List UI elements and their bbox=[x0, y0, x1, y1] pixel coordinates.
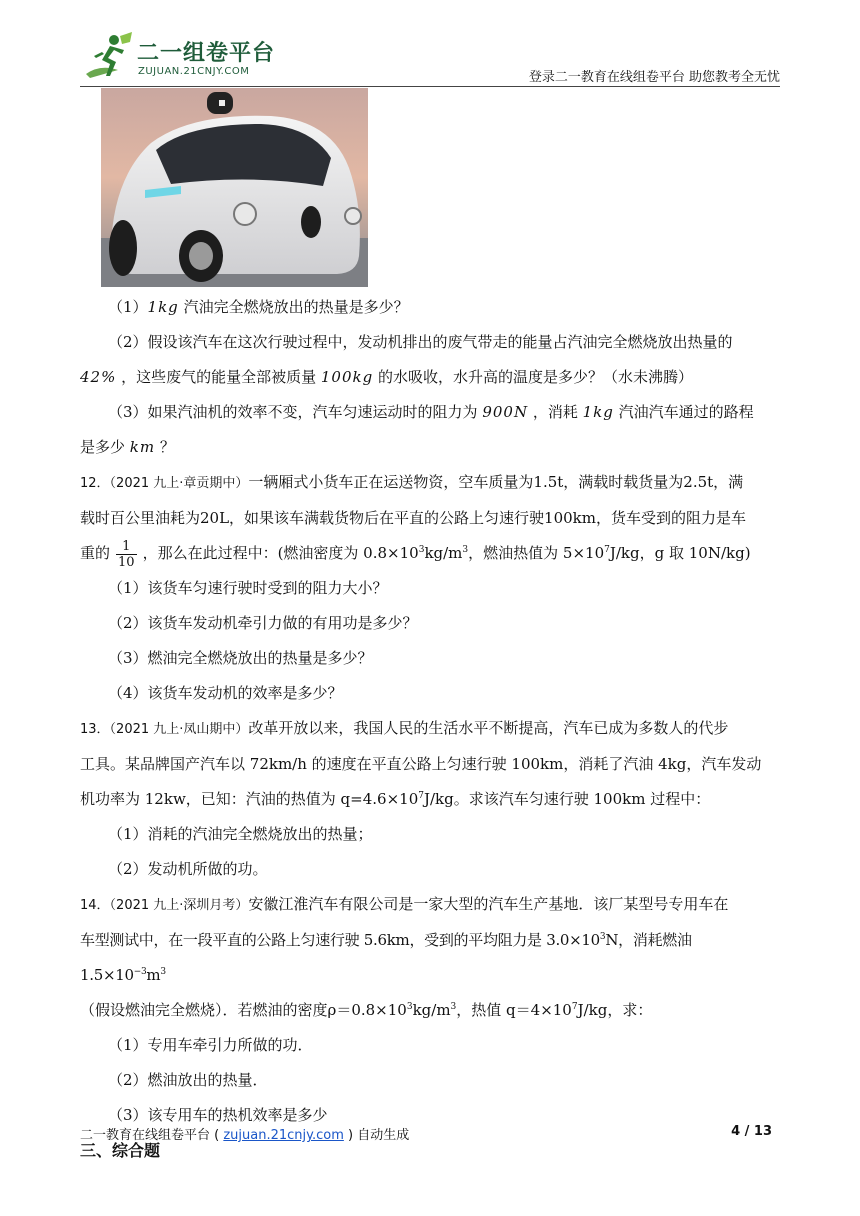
q12-line2: 载时百公里油耗为20L，如果该车满载货物后在平直的公路上匀速行驶100km，货车受到的阻力是车 bbox=[80, 509, 746, 527]
q13-sub-1: （1）消耗的汽油完全燃烧放出的热量； bbox=[108, 825, 373, 843]
q11-sub-2-math1: 42% bbox=[80, 368, 117, 386]
q13-line3 bbox=[80, 782, 780, 817]
q14-line3 bbox=[80, 993, 780, 1028]
q12-text-3-d: J/kg，g 取 10N/kg) bbox=[609, 544, 751, 562]
header-slogan: 登录二一教育在线组卷平台 助您教考全无忧 bbox=[528, 70, 780, 85]
q12-exponent-1: 3 bbox=[418, 545, 425, 555]
q11-sub-1-math: 1kg bbox=[147, 298, 179, 316]
q13-source-tag: （2021 九上·凤山期中） bbox=[109, 722, 249, 737]
q12-sub-2: （2）该货车发动机牵引力做的有用功是多少？ bbox=[108, 614, 418, 632]
q11-sub-3-line2-pre: 是多少 bbox=[80, 438, 130, 456]
logo-text: 二一组卷平台 bbox=[137, 41, 276, 66]
section-title: 三、综合题 bbox=[80, 1141, 161, 1160]
q11-sub-3-line1 bbox=[80, 395, 780, 430]
q14-text-2-pre: 车型测试中，在一段平直的公路上匀速行驶 5.6km，受到的平均阻力是 3.0×10 bbox=[80, 931, 600, 949]
q12-sub-3: （3）燃油完全燃烧放出的热量是多少？ bbox=[108, 649, 373, 667]
q14-text-3-pre: （假设燃油完全燃烧）．若燃油的密度ρ＝0.8×10 bbox=[80, 1001, 407, 1019]
q14-exponent-4: 3 bbox=[406, 1002, 413, 1012]
q11-sub-2-mid: ，这些废气的能量全部被质量 bbox=[116, 368, 321, 386]
q11-sub-3-post: 汽油汽车通过的路程 bbox=[613, 403, 754, 421]
q14-line2 bbox=[80, 923, 780, 993]
q14-text-2-b: m bbox=[146, 966, 161, 984]
q11-sub-3-math3: km bbox=[129, 438, 156, 456]
q14-exponent-5: 3 bbox=[450, 1002, 457, 1012]
q13-text-3-post: J/kg。求该汽车匀速行驶 100km 过程中： bbox=[423, 790, 711, 808]
q13-sub-2: （2）发动机所做的功。 bbox=[108, 860, 268, 878]
q12-text-3-pre: 重的 bbox=[80, 544, 111, 562]
q14-sub-2: （2）燃油放出的热量． bbox=[108, 1071, 268, 1089]
q11-sub-3-line2-post: ？ bbox=[155, 438, 175, 456]
q14-source-tag: （2021 九上·深圳月考） bbox=[109, 898, 249, 913]
footer-link[interactable]: zujuan.21cnjy.com bbox=[223, 1128, 344, 1143]
q11-sub-3-math2: 1kg bbox=[582, 403, 614, 421]
q11-sub-1 bbox=[80, 290, 780, 325]
q13-exponent-1: 7 bbox=[418, 791, 424, 801]
q12-text-3-post: ，那么在此过程中：(燃油密度为 0.8×10 bbox=[142, 544, 419, 562]
q14-sub-3: （3）该专用车的热机效率是多少 bbox=[108, 1106, 328, 1124]
q14-text-3-mid: kg/m bbox=[412, 1001, 451, 1019]
fraction-one-tenth bbox=[116, 539, 137, 570]
q11-sub-3-pre: （3）如果汽油机的效率不变，汽车匀速运动时的阻力为 bbox=[108, 403, 483, 421]
q14-line1 bbox=[80, 887, 780, 923]
footer-text-pre: 二一教育在线组卷平台 ( bbox=[80, 1128, 224, 1143]
self-driving-car-image bbox=[101, 88, 368, 287]
q11-sub-3-math1: 900N bbox=[482, 403, 529, 421]
q14-sub-1: （1）专用车牵引力所做的功． bbox=[108, 1036, 313, 1054]
q13-number: 13． bbox=[80, 722, 110, 737]
q12-text-1: 一辆厢式小货车正在运送物资，空车质量为1.5t，满载时载货量为2.5t，满 bbox=[248, 473, 744, 491]
q13-line1 bbox=[80, 711, 780, 747]
q14-text-1: 安徽江淮汽车有限公司是一家大型的汽车生产基地．该厂某型号专用车在 bbox=[248, 895, 729, 913]
q11-sub-3-line2 bbox=[80, 430, 780, 465]
q14-exponent-2: −3 bbox=[133, 967, 147, 977]
page-header bbox=[80, 28, 780, 87]
q12-sub-4: （4）该货车发动机的效率是多少？ bbox=[108, 684, 343, 702]
q11-sub-1-pre: （1） bbox=[108, 298, 148, 316]
q14-text-3-post: J/kg，求： bbox=[577, 1001, 653, 1019]
q11-sub-2-line2 bbox=[80, 360, 780, 395]
q12-exponent-2: 3 bbox=[462, 545, 469, 555]
q12-text-3-b: kg/m bbox=[424, 544, 463, 562]
q11-sub-1-post: 汽油完全燃烧放出的热量是多少？ bbox=[178, 298, 409, 316]
q13-line2: 工具。某品牌国产汽车以 72km/h 的速度在平直公路上匀速行驶 100km，消耗了汽油 4kg，汽车发动 bbox=[80, 755, 762, 773]
q12-number: 12． bbox=[80, 476, 110, 491]
q12-line1 bbox=[80, 465, 780, 501]
question-content bbox=[80, 290, 780, 1168]
q12-text-3-c: ，燃油热值为 5×10 bbox=[468, 544, 605, 562]
footer-text-post: ) 自动生成 bbox=[343, 1128, 410, 1143]
site-logo[interactable] bbox=[80, 28, 300, 84]
page-footer bbox=[80, 1124, 772, 1143]
logo-url: ZUJUAN.21CNJY.COM bbox=[138, 66, 250, 77]
q12-source-tag: （2021 九上·章贡期中） bbox=[109, 476, 249, 491]
q12-line3 bbox=[80, 536, 780, 571]
q14-exponent-6: 7 bbox=[571, 1002, 578, 1012]
q14-exponent-3: 3 bbox=[160, 967, 166, 977]
fraction-numerator: 1 bbox=[116, 539, 137, 555]
q13-text-3-pre: 机功率为 12kw，已知：汽油的热值为 q=4.6×10 bbox=[80, 790, 419, 808]
q14-text-3-b: ，热值 q＝4×10 bbox=[456, 1001, 572, 1019]
q12-exponent-3: 7 bbox=[604, 545, 610, 555]
q11-sub-2-line1: （2）假设该汽车在这次行驶过程中，发动机排出的废气带走的能量占汽油完全燃烧放出热量的 bbox=[108, 333, 733, 351]
q11-sub-2-math2: 100kg bbox=[320, 368, 374, 386]
q12-sub-1: （1）该货车匀速行驶时受到的阻力大小？ bbox=[108, 579, 388, 597]
page-number: 4 / 13 bbox=[731, 1124, 772, 1139]
runner-logo-icon bbox=[80, 30, 136, 84]
q14-number: 14． bbox=[80, 898, 110, 913]
car-photo-icon bbox=[101, 88, 368, 287]
q11-sub-3-mid: ，消耗 bbox=[528, 403, 583, 421]
q14-text-2-mid: N，消耗燃油 1.5×10 bbox=[80, 931, 692, 984]
q14-exponent-1: 3 bbox=[599, 932, 606, 942]
q13-text-1: 改革开放以来，我国人民的生活水平不断提高，汽车已成为多数人的代步 bbox=[248, 719, 729, 737]
q11-sub-2-post: 的水吸收，水升高的温度是多少？（水未沸腾） bbox=[373, 368, 693, 386]
fraction-denominator: 10 bbox=[118, 554, 135, 570]
